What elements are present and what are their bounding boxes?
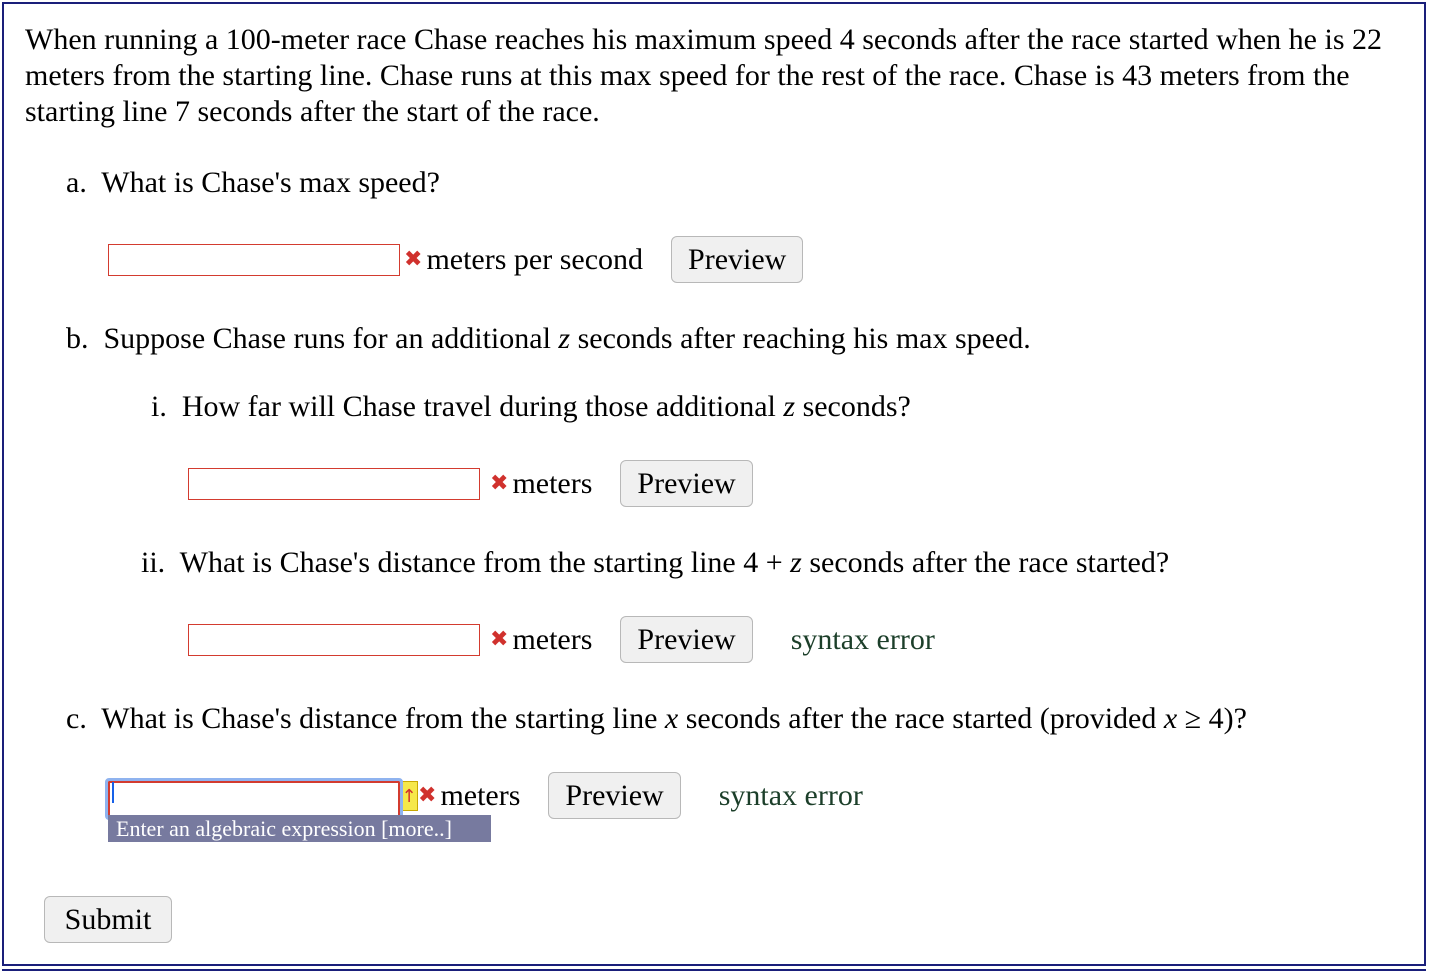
part-b-ii-text-pre: What is Chase's distance from the starting line 4 + — [179, 546, 783, 579]
part-b-question — [66, 321, 1031, 357]
part-b-ii-preview-button[interactable]: Preview — [620, 616, 752, 663]
incorrect-icon: ✖ — [490, 471, 509, 496]
part-b-i-unit: meters — [512, 466, 593, 500]
part-a-preview-button[interactable]: Preview — [671, 236, 803, 283]
part-b-i-label: i. — [151, 390, 167, 423]
part-b-i-text-pre: How far will Chase travel during those additional — [181, 390, 776, 423]
part-b-i-var: z — [783, 390, 796, 423]
part-b-text-pre: Suppose Chase runs for an additional — [103, 322, 551, 355]
part-c-var: x — [664, 702, 679, 735]
part-b-ii-answer-input[interactable] — [188, 624, 480, 656]
problem-intro: When running a 100-meter race Chase reaches his maximum speed 4 seconds after the race started when he is 22 meters from the starting line. Chase runs at this max speed for the rest of the race. Chase is 43 meters from the starting line 7 seconds after the start of the race. — [25, 23, 1382, 128]
part-b-ii-unit: meters — [512, 622, 593, 656]
part-b-text-post: seconds after reaching his max speed. — [577, 322, 1031, 355]
part-c-label: c. — [66, 702, 87, 735]
part-b-i-preview-button[interactable]: Preview — [620, 460, 752, 507]
part-c-unit: meters — [440, 778, 521, 812]
part-c-answer-wrapper — [108, 778, 400, 814]
incorrect-icon: ✖ — [418, 783, 437, 808]
part-b-ii-text-post: seconds after the race started? — [809, 546, 1170, 579]
part-b-ii-question — [141, 545, 1169, 581]
part-c-answer-row — [108, 772, 863, 819]
part-a-answer-row — [108, 236, 803, 283]
part-b-ii-syntax-error: syntax error — [790, 622, 935, 656]
part-a-question — [66, 165, 440, 201]
part-a-label: a. — [66, 166, 87, 199]
part-b-ii-label: ii. — [141, 546, 166, 579]
part-c-text-mid: seconds after the race started (provided — [685, 702, 1157, 735]
part-c-syntax-error: syntax error — [718, 778, 863, 812]
part-a-answer-input[interactable] — [108, 244, 400, 276]
part-b-i-answer-input[interactable] — [188, 468, 480, 500]
part-b-i-text-post: seconds? — [802, 390, 911, 423]
part-b-i-question — [151, 389, 911, 425]
part-b-ii-var: z — [790, 546, 802, 579]
part-b-label: b. — [66, 322, 89, 355]
part-c-var2: x — [1163, 702, 1178, 735]
up-arrow-icon[interactable]: ↑ — [400, 781, 418, 811]
part-a-text: What is Chase's max speed? — [101, 166, 440, 199]
part-c-question — [66, 701, 1247, 737]
part-b-var: z — [558, 322, 571, 355]
part-c-preview-button[interactable]: Preview — [548, 772, 680, 819]
text-caret — [112, 782, 114, 803]
incorrect-icon: ✖ — [490, 627, 509, 652]
part-c-text-pre: What is Chase's distance from the starting line — [101, 702, 658, 735]
incorrect-icon: ✖ — [404, 247, 423, 272]
submit-button[interactable]: Submit — [44, 896, 172, 943]
part-b-ii-answer-row — [188, 616, 935, 663]
part-c-text-post: ≥ 4)? — [1184, 702, 1247, 735]
part-c-hint-tooltip[interactable]: Enter an algebraic expression [more..] — [108, 815, 491, 842]
part-c-answer-input[interactable] — [108, 781, 400, 817]
bottom-rule — [2, 969, 1426, 971]
part-b-i-answer-row — [188, 460, 753, 507]
part-a-unit: meters per second — [426, 242, 644, 276]
